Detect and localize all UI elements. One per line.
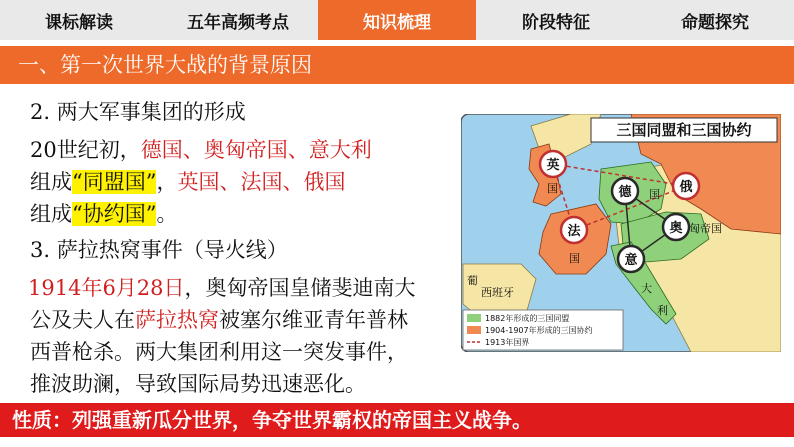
- entente-term: “协约国”: [72, 202, 157, 226]
- alliance-countries: 德国、奥匈帝国、意大利: [140, 138, 372, 162]
- text-span: 组成: [30, 170, 72, 194]
- country-label-austria: 匈帝国: [689, 222, 722, 235]
- label-austria: 奥: [669, 221, 683, 236]
- text-line-1: [30, 134, 372, 164]
- legend-swatch-alliance: [467, 314, 481, 322]
- text-line-5: [30, 304, 408, 334]
- text-line-2: [30, 166, 345, 196]
- tab-curriculum[interactable]: 课标解读: [45, 12, 113, 33]
- label-france: 法: [567, 224, 581, 239]
- label-britain: 英: [546, 158, 560, 173]
- central-powers-term: “同盟国”: [72, 170, 157, 194]
- country-label-britain: 国: [547, 182, 558, 195]
- tab-knowledge[interactable]: 知识梳理: [318, 0, 476, 40]
- text-line-3: [30, 198, 177, 228]
- tab-stage-features[interactable]: 阶段特征: [522, 12, 590, 33]
- legend-border: 1913年国界: [485, 338, 530, 347]
- nature-bar: 性质：列强重新瓜分世界，争夺世界霸权的帝国主义战争。: [0, 403, 794, 437]
- heading-military-blocs: 2. 两大军事集团的形成: [30, 100, 246, 124]
- sarajevo-term: 萨拉热窝: [135, 308, 219, 332]
- event-date: 1914年6月28日: [28, 276, 185, 300]
- country-label-italy-1: 大: [641, 282, 652, 295]
- country-label-spain: 西班牙: [481, 286, 514, 299]
- text-span: ，奥匈帝国皇储斐迪南大: [184, 276, 416, 300]
- nav-tabs: [0, 0, 794, 40]
- country-label-portugal: 葡: [467, 274, 478, 287]
- label-germany: 德: [618, 185, 632, 200]
- country-label-germany: 国: [649, 188, 660, 201]
- section-title: 一、第一次世界大战的背景原因: [0, 46, 794, 84]
- text-span: 组成: [30, 202, 72, 226]
- alliance-map: [461, 114, 781, 352]
- label-italy: 意: [624, 253, 638, 268]
- text-span: 被塞尔维亚青年普林: [219, 308, 408, 332]
- label-russia: 俄: [679, 180, 693, 195]
- text-span: 。: [156, 202, 178, 226]
- heading-sarajevo: 3. 萨拉热窝事件（导火线）: [30, 238, 288, 262]
- text-line-6: 西普枪杀。两大集团利用这一突发事件，: [30, 340, 408, 364]
- text-span: ，: [156, 170, 178, 194]
- tab-exam-inquiry[interactable]: 命题探究: [681, 12, 749, 33]
- map-title: 三国同盟和三国协约: [616, 121, 752, 139]
- map-svg: [461, 114, 781, 352]
- text-line-4: [28, 272, 416, 302]
- legend-alliance: 1882年形成的三国同盟: [485, 314, 570, 323]
- tab-frequent-points[interactable]: 五年高频考点: [187, 12, 289, 33]
- text-line-7: 推波助澜，导致国际局势迅速恶化。: [30, 372, 366, 396]
- legend-entente: 1904-1907年形成的三国协约: [485, 326, 593, 335]
- entente-countries: 英国、法国、俄国: [177, 170, 346, 194]
- country-label-france: 国: [569, 252, 580, 265]
- text-span: 20世纪初，: [30, 138, 141, 162]
- country-label-italy-2: 利: [657, 304, 668, 317]
- legend-swatch-entente: [467, 326, 481, 334]
- text-span: 公及夫人在: [30, 308, 135, 332]
